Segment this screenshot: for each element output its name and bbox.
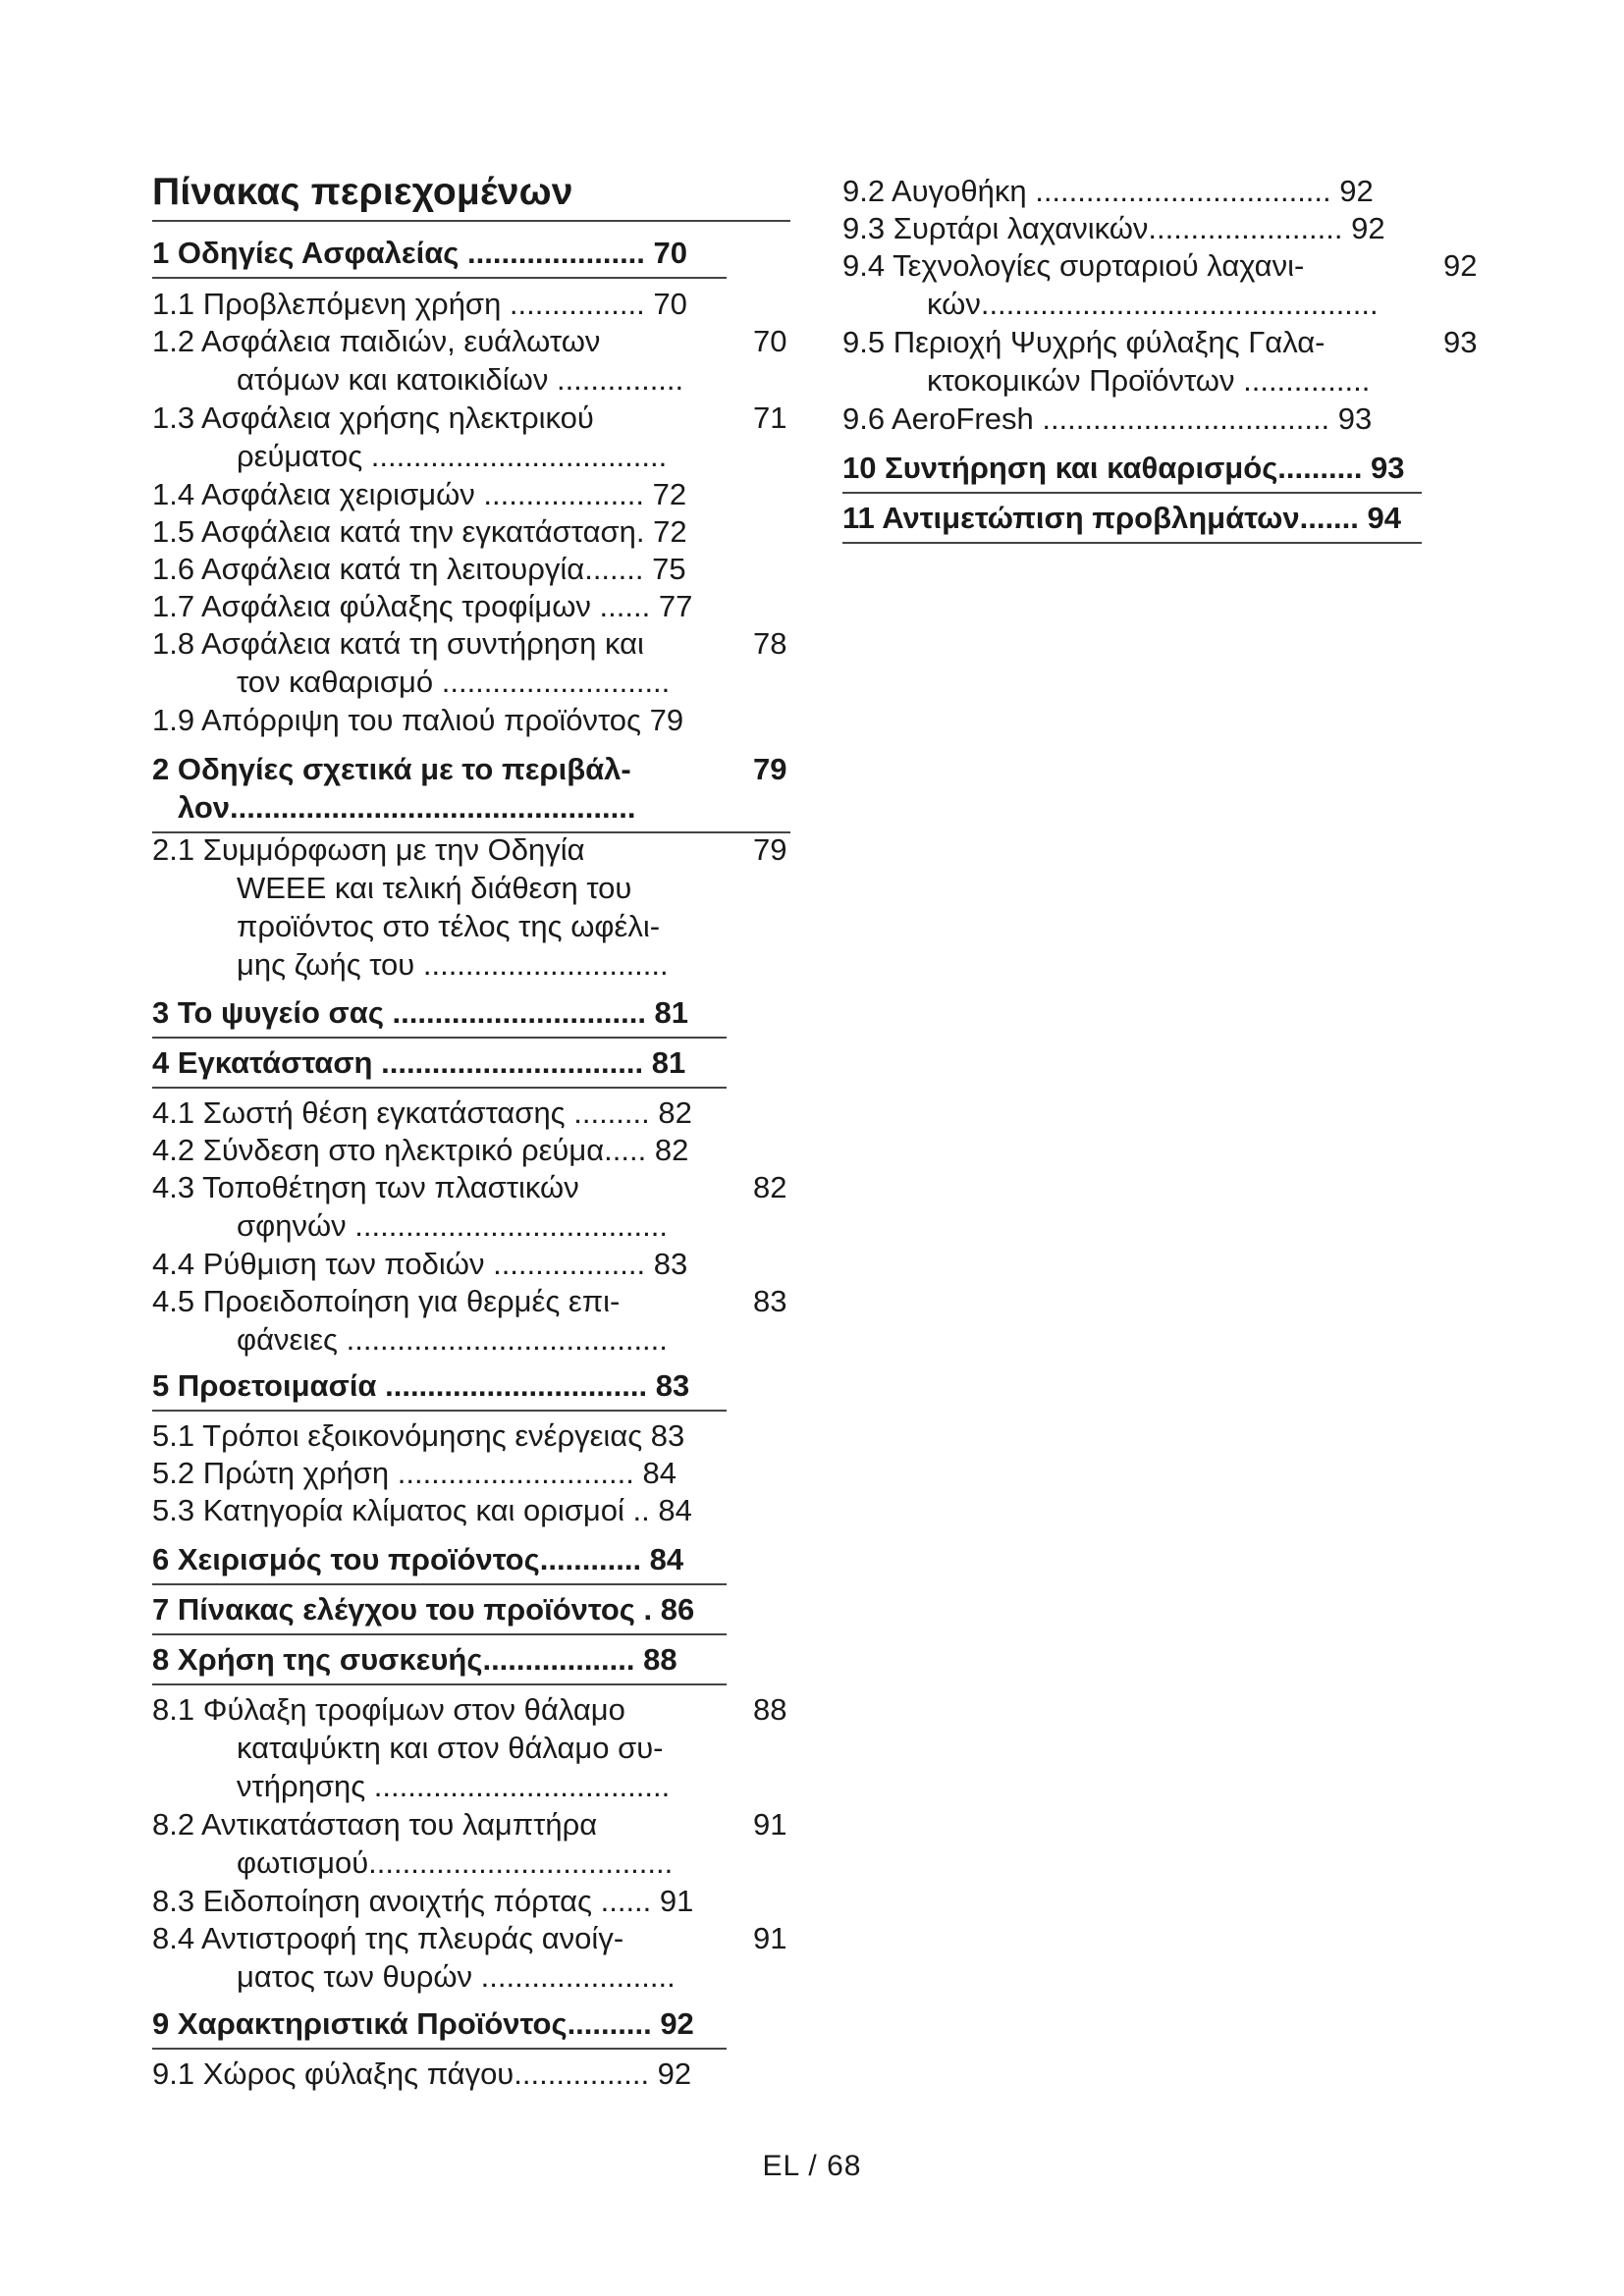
toc-entry-text: 1.7 Ασφάλεια φύλαξης τροφίμων ...... 77 bbox=[152, 589, 693, 623]
toc-entry-s9_6[interactable] bbox=[842, 400, 1486, 438]
toc-entry-text: 1.8 Ασφάλεια κατά τη συντήρηση και bbox=[152, 626, 644, 661]
toc-entry-text: 6 Χειρισμός του προϊόντος............ 84 bbox=[152, 1542, 684, 1576]
toc-entry-text: 5 Προετοιμασία ............................... 83 bbox=[152, 1368, 690, 1403]
toc-entry-text-continued: ντήρησης ................................... bbox=[237, 1769, 671, 1803]
toc-entry-text: 4.5 Προειδοποίηση για θερμές επι- bbox=[152, 1284, 621, 1318]
toc-entry-text: 4.2 Σύνδεση στο ηλεκτρικό ρεύμα..... 82 bbox=[152, 1133, 689, 1167]
toc-entry-text-continued: ρεύματος ................................... bbox=[237, 439, 668, 473]
toc-entry-s4_3[interactable] bbox=[152, 1168, 790, 1245]
toc-entry-text: 9.1 Χώρος φύλαξης πάγου................ 92 bbox=[152, 2056, 692, 2091]
toc-entry-text: 4.1 Σωστή θέση εγκατάστασης ......... 82 bbox=[152, 1095, 692, 1130]
toc-entry-s4_1[interactable] bbox=[152, 1094, 790, 1132]
toc-entry-text-continued: φάνειες ...................................... bbox=[237, 1322, 668, 1357]
toc-entry-text: 9.2 Αυγοθήκη ................................... 92 bbox=[842, 174, 1374, 208]
toc-entry-s9_5[interactable] bbox=[842, 323, 1486, 400]
toc-entry-s8_4[interactable] bbox=[152, 1919, 790, 1996]
toc-entry-text: 1.2 Ασφάλεια παιδιών, ευάλωτων bbox=[152, 324, 601, 358]
toc-page-number: 83 bbox=[753, 1284, 787, 1318]
toc-entry-text: 8 Χρήση της συσκευής.................. 88 bbox=[152, 1642, 677, 1677]
toc-entry-text: 5.3 Κατηγορία κλίματος και ορισμοί .. 84 bbox=[152, 1493, 692, 1527]
toc-entry-text-continued: ατόμων και κατοικιδίων ............... bbox=[237, 362, 684, 397]
toc-title-wrap bbox=[152, 171, 790, 222]
toc-page-number: 79 bbox=[753, 752, 787, 786]
toc-chapter-ch9[interactable] bbox=[152, 2004, 727, 2050]
toc-entry-s9_3[interactable] bbox=[842, 209, 1486, 247]
toc-entry-s1_9[interactable] bbox=[152, 701, 790, 739]
toc-chapter-ch6[interactable] bbox=[152, 1540, 727, 1585]
page-title: Πίνακας περιεχομένων bbox=[152, 171, 790, 222]
toc-entry-text: 2 Οδηγίες σχετικά με το περιβάλ- bbox=[152, 752, 631, 786]
toc-entry-text-continued: κτοκομικών Προϊόντων ............... bbox=[927, 363, 1371, 398]
toc-entry-s1_1[interactable] bbox=[152, 285, 790, 323]
toc-entry-s4_5[interactable] bbox=[152, 1282, 790, 1359]
toc-entry-s4_4[interactable] bbox=[152, 1245, 790, 1283]
toc-page-number: 92 bbox=[1443, 248, 1478, 283]
toc-entry-text: 7 Πίνακας ελέγχου του προϊόντος . 86 bbox=[152, 1592, 695, 1627]
toc-entry-text-continued: WEEE και τελική διάθεση του bbox=[237, 871, 632, 905]
toc-entry-text: 9.6 AeroFresh .................................. 93 bbox=[842, 401, 1373, 436]
toc-entry-text-continued: λον................................................ bbox=[178, 790, 636, 825]
toc-entry-s9_4[interactable] bbox=[842, 246, 1486, 323]
toc-entry-s1_2[interactable] bbox=[152, 322, 790, 399]
toc-entry-s1_4[interactable] bbox=[152, 475, 790, 513]
toc-chapter-ch10[interactable] bbox=[842, 449, 1422, 494]
toc-entry-s8_1[interactable] bbox=[152, 1690, 790, 1805]
toc-entry-s8_3[interactable] bbox=[152, 1882, 790, 1920]
toc-chapter-ch11[interactable] bbox=[842, 499, 1422, 544]
toc-entry-text: 8.2 Αντικατάσταση του λαμπτήρα bbox=[152, 1807, 598, 1842]
toc-entry-text-continued: σφηνών ..................................... bbox=[237, 1208, 668, 1243]
toc-chapter-ch8[interactable] bbox=[152, 1640, 727, 1685]
toc-page-number: 79 bbox=[753, 832, 787, 867]
toc-entry-s2_1[interactable] bbox=[152, 830, 790, 984]
toc-chapter-ch4[interactable] bbox=[152, 1043, 727, 1089]
toc-entry-text: 1 Οδηγίες Ασφαλείας ..................... 70 bbox=[152, 236, 687, 270]
toc-entry-text: 1.5 Ασφάλεια κατά την εγκατάσταση. 72 bbox=[152, 514, 687, 549]
toc-entry-text: 2.1 Συμμόρφωση με την Οδηγία bbox=[152, 832, 585, 867]
toc-entry-text-continued: καταψύκτη και στον θάλαμο συ- bbox=[237, 1731, 664, 1765]
toc-entry-text: 1.9 Απόρριψη του παλιού προϊόντος 79 bbox=[152, 703, 684, 737]
toc-entry-text: 1.1 Προβλεπόμενη χρήση ................ 70 bbox=[152, 287, 687, 321]
toc-entry-s1_6[interactable] bbox=[152, 550, 790, 588]
toc-page-number: 71 bbox=[753, 400, 787, 435]
toc-chapter-ch2[interactable] bbox=[152, 750, 790, 833]
toc-entry-text-continued: μης ζωής του ............................. bbox=[237, 947, 669, 982]
toc-page-number: 82 bbox=[753, 1170, 787, 1204]
toc-entry-text: 9 Χαρακτηριστικά Προϊόντος.......... 92 bbox=[152, 2006, 694, 2041]
toc-entry-text: 1.4 Ασφάλεια χειρισμών ................... 72 bbox=[152, 477, 687, 511]
toc-entry-s5_1[interactable] bbox=[152, 1416, 790, 1455]
toc-entry-text: 1.6 Ασφάλεια κατά τη λειτουργία....... 75 bbox=[152, 552, 686, 586]
toc-entry-text: 9.5 Περιοχή Ψυχρής φύλαξης Γαλα- bbox=[842, 325, 1326, 359]
toc-entry-text-continued: ματος των θυρών ....................... bbox=[237, 1959, 676, 1994]
toc-entry-text: 9.3 Συρτάρι λαχανικών....................... 92 bbox=[842, 211, 1385, 245]
toc-page-number: 93 bbox=[1443, 325, 1478, 359]
toc-page-number: 88 bbox=[753, 1692, 787, 1727]
toc-entry-s1_8[interactable] bbox=[152, 624, 790, 701]
toc-entry-text: 4 Εγκατάσταση ............................... 81 bbox=[152, 1045, 686, 1080]
toc-entry-s8_2[interactable] bbox=[152, 1805, 790, 1882]
toc-page-number: 70 bbox=[753, 324, 787, 358]
toc-entry-s1_7[interactable] bbox=[152, 587, 790, 625]
toc-entry-text: 3 Το ψυγείο σας .............................. 81 bbox=[152, 995, 689, 1030]
toc-chapter-ch7[interactable] bbox=[152, 1590, 727, 1635]
toc-entry-text: 5.1 Τρόποι εξοικονόμησης ενέργειας 83 bbox=[152, 1418, 685, 1453]
toc-entry-s9_2[interactable] bbox=[842, 172, 1486, 210]
toc-entry-text: 8.3 Ειδοποίηση ανοιχτής πόρτας ...... 91 bbox=[152, 1884, 694, 1918]
toc-entry-text: 1.3 Ασφάλεια χρήσης ηλεκτρικού bbox=[152, 400, 594, 435]
toc-entry-s1_3[interactable] bbox=[152, 399, 790, 475]
toc-entry-s9_1[interactable] bbox=[152, 2055, 790, 2093]
toc-entry-text: 10 Συντήρηση και καθαρισμός.......... 93 bbox=[842, 451, 1405, 485]
toc-chapter-ch5[interactable] bbox=[152, 1366, 727, 1412]
toc-entry-text-continued: κών............................................... bbox=[927, 287, 1379, 321]
toc-entry-text: 4.3 Τοποθέτηση των πλαστικών bbox=[152, 1170, 579, 1204]
page-number-footer: EL / 68 bbox=[762, 2150, 862, 2182]
toc-entry-text: 5.2 Πρώτη χρήση ............................ 84 bbox=[152, 1456, 677, 1490]
toc-page-number: 78 bbox=[753, 626, 787, 661]
toc-entry-text: 9.4 Τεχνολογίες συρταριού λαχανι- bbox=[842, 248, 1305, 283]
toc-entry-text: 4.4 Ρύθμιση των ποδιών .................. 83 bbox=[152, 1247, 688, 1281]
toc-entry-text-continued: προϊόντος στο τέλος της ωφέλι- bbox=[237, 909, 661, 943]
toc-entry-text: 8.4 Αντιστροφή της πλευράς ανοίγ- bbox=[152, 1921, 624, 1955]
toc-entry-text: 8.1 Φύλαξη τροφίμων στον θάλαμο bbox=[152, 1692, 625, 1727]
toc-page-number: 91 bbox=[753, 1921, 787, 1955]
toc-chapter-ch1[interactable] bbox=[152, 234, 727, 279]
toc-chapter-ch3[interactable] bbox=[152, 993, 727, 1039]
toc-entry-s1_5[interactable] bbox=[152, 512, 790, 551]
toc-entry-text-continued: τον καθαρισμό ........................... bbox=[237, 665, 671, 699]
toc-page-number: 91 bbox=[753, 1807, 787, 1842]
toc-entry-text-continued: φωτισμού.................................... bbox=[237, 1845, 674, 1880]
toc-entry-text: 11 Αντιμετώπιση προβλημάτων....... 94 bbox=[842, 501, 1401, 535]
toc-entry-s5_3[interactable] bbox=[152, 1491, 790, 1529]
toc-entry-s5_2[interactable] bbox=[152, 1454, 790, 1492]
toc-entry-s4_2[interactable] bbox=[152, 1131, 790, 1169]
